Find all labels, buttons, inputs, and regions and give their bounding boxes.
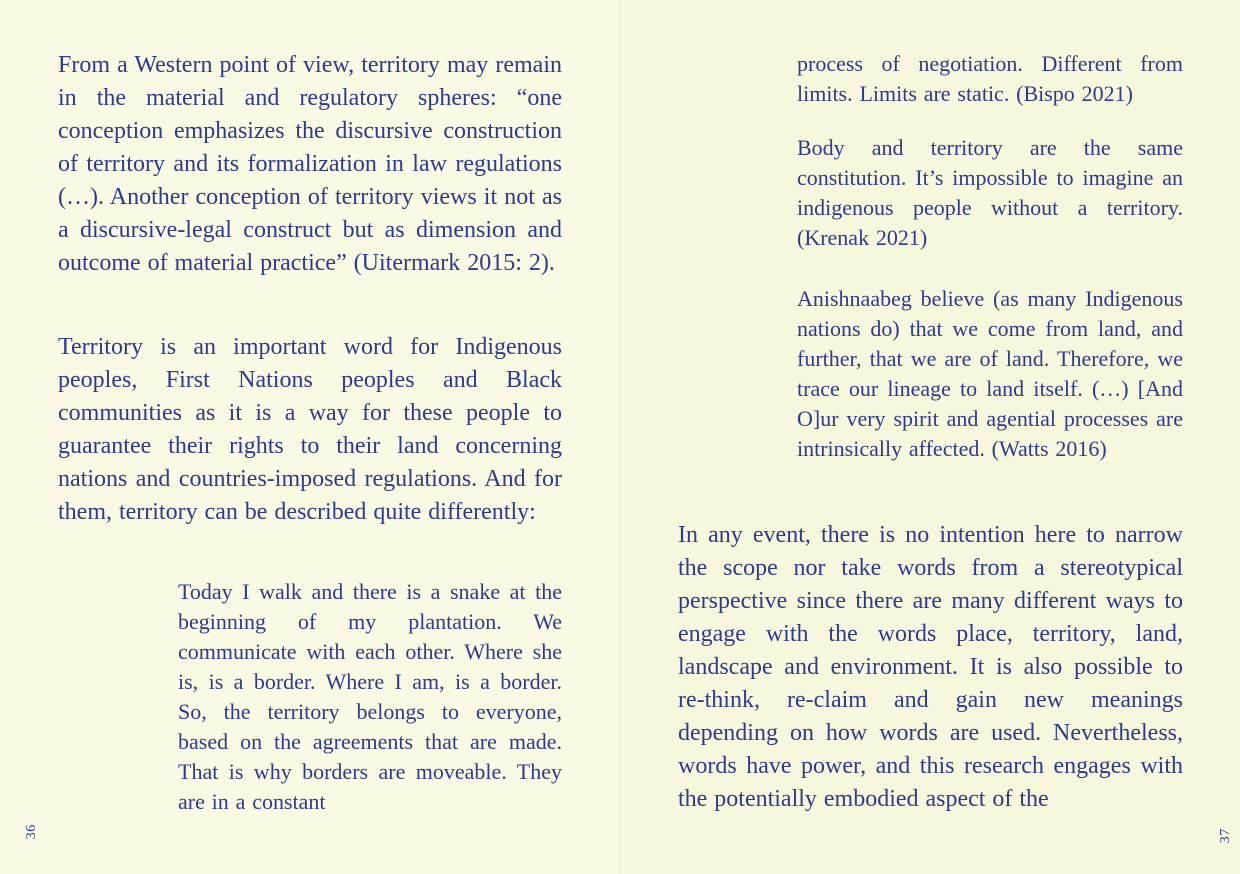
blockquote-krenak: Body and territory are the same constitution. It’s impossible to imagine an indigenous people without a territory. (Krenak 2021) [797, 135, 1183, 250]
paragraph-territory-indigenous: Territory is an important word for Indigenous peoples, First Nations peoples and Black communities as it is a way for these people to guarantee their rights to their land concerning nations and countries-imposed regulations. And for them, territory can be described quite differently: [58, 334, 562, 525]
blockquote-watts: Anishnaabeg believe (as many Indigenous nations do) that we come from land, and further, that we are of land. Therefore, we trace our lineage to land itself. (…) [And O]ur very spirit and agential processes are intrinsically affected. (Watts 2016) [797, 286, 1183, 461]
blockquote-bispo-part-2: process of negotiation. Different from limits. Limits are static. (Bispo 2021) [797, 51, 1183, 106]
page-number-right: 37 [1218, 828, 1233, 844]
blockquote-bispo-part-1: Today I walk and there is a snake at the beginning of my plantation. We communicate with each other. Where she is, is a border. Where I am, is a border. So, the territory belongs to everyone, based on the agreements that are made. That is why borders are moveable. They are in a constant [178, 579, 562, 814]
paragraph-western-territory: From a Western point of view, territory may remain in the material and regulatory spheres: “one conception emphasizes the discursive construction of territory and its formalization in law regulations (…). Another conception of territory views it not as a discursive-legal construct but as dimension and outcome of material practice” (Uitermark 2015: 2). [58, 52, 562, 276]
page-number-left: 36 [24, 824, 39, 840]
right-page [620, 0, 1240, 874]
paragraph-in-any-event: In any event, there is no intention here to narrow the scope nor take words from a stereotypical perspective since there are many different ways to engage with the words place, territory, land, landscape and environment. It is also possible to re-think, re-claim and gain new meanings depending on how words are used. Nevertheless, words have power, and this research engages with the potentially embodied aspect of the [678, 522, 1183, 812]
